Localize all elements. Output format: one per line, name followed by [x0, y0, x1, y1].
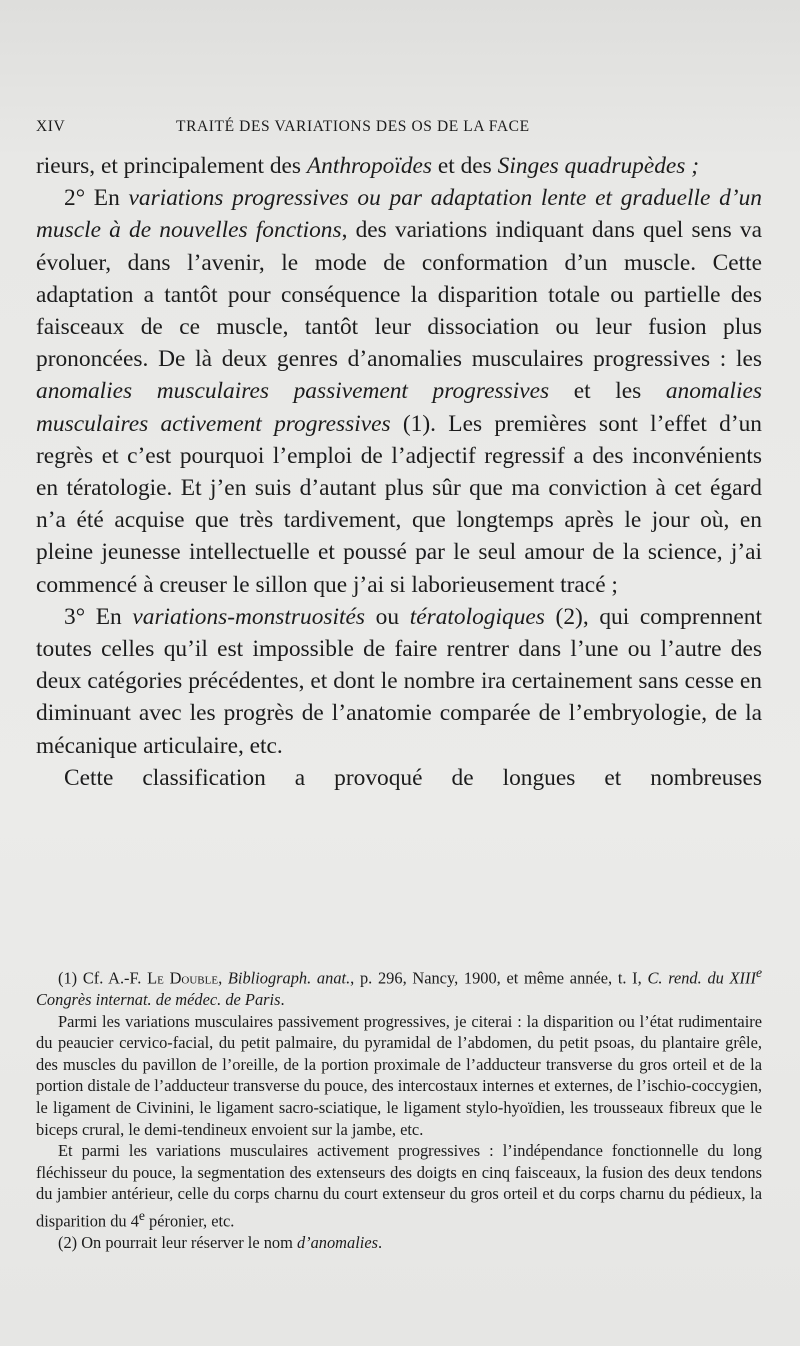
- paragraph-continuation: rieurs, et principalement des Anthropoïdes et des Singes quadrupèdes ;: [36, 153, 700, 179]
- footnote-1: (1) Cf. A.-F. Le Double, Bibliograph. anat., p. 296, Nancy, 1900, et même année, t. I, C. rend. du XIIIe Congrès internat. de médec. de Paris.: [36, 965, 762, 1010]
- footnote-1-active: Et parmi les variations musculaires activement progressives : l’indépendance fonctionnelle du long fléchisseur du pouce, la segmentation des extenseurs des doigts en cinq faisceaux, la fusion des deux tendons du jambier antérieur, celle du corps charnu du court extenseur du gros orteil et du corps charnu du pédieux, la disparition du 4e péronier, etc.: [36, 1141, 762, 1231]
- running-title: TRAITÉ DES VARIATIONS DES OS DE LA FACE: [176, 118, 530, 135]
- main-text: [36, 150, 762, 794]
- paragraph-2: 2° En variations progressives ou par adaptation lente et graduelle d’un muscle à de nouvelles fonctions, des variations indiquant dans quel sens va évoluer, dans l’avenir, le mode de conformation d’un muscle. Cette adaptation a tantôt pour conséquence la disparition totale ou partielle des faisceaux de ce muscle, tantôt leur dissociation ou leur fusion plus prononcées. De là deux genres d’anomalies musculaires progressives : les anomalies musculaires passivement progressives et les anomalies musculaires activement progressives (1). Les premières sont l’effet d’un regrès et c’est pourquoi l’emploi de l’adjectif regressif a des inconvénients en tératologie. Et j’en suis d’autant plus sûr que ma conviction à cet égard n’a été acquise que très tardivement, que longtemps après le jour où, en pleine jeunesse intellectuelle et poussé par le seul amour de la science, j’ai commencé à creuser le sillon que j’ai si laborieusement tracé ;: [36, 185, 762, 598]
- footnote-1-passive: Parmi les variations musculaires passivement progressives, je citerai : la disparition ou l’état rudimentaire du peaucier cervico-facial, du petit palmaire, du pyramidal de l’abdomen, du petit psoas, du plantaire grêle, des muscles du pavillon de l’oreille, de la portion proximale de l’adducteur transverse du gros orteil et de la portion distale de l’adducteur transverse du pouce, des intercostaux internes et externes, de l’ischio-coccygien, le ligament de Civinini, le ligament sacro-sciatique, le ligament stylo-hyoïdien, les trousseaux fibreux que le biceps crural, le demi-tendineux envoient sur la jambe, etc.: [36, 1011, 762, 1139]
- running-header: [36, 118, 760, 142]
- footnote-2: (2) On pourrait leur réserver le nom d’anomalies.: [58, 1233, 383, 1253]
- page-number: XIV: [36, 118, 66, 135]
- paragraph-4: Cette classification a provoqué de longues et nombreuses: [64, 764, 762, 791]
- footnotes: [36, 962, 762, 1254]
- paragraph-3: 3° En variations-monstruosités ou tératologiques (2), qui comprennent toutes celles qu’il est impossible de faire rentrer dans l’une ou l’autre des deux catégories précédentes, et dont le nombre ira certainement sans cesse en diminuant avec les progrès de l’anatomie comparée de l’embryologie, de la mécanique articulaire, etc.: [36, 603, 762, 759]
